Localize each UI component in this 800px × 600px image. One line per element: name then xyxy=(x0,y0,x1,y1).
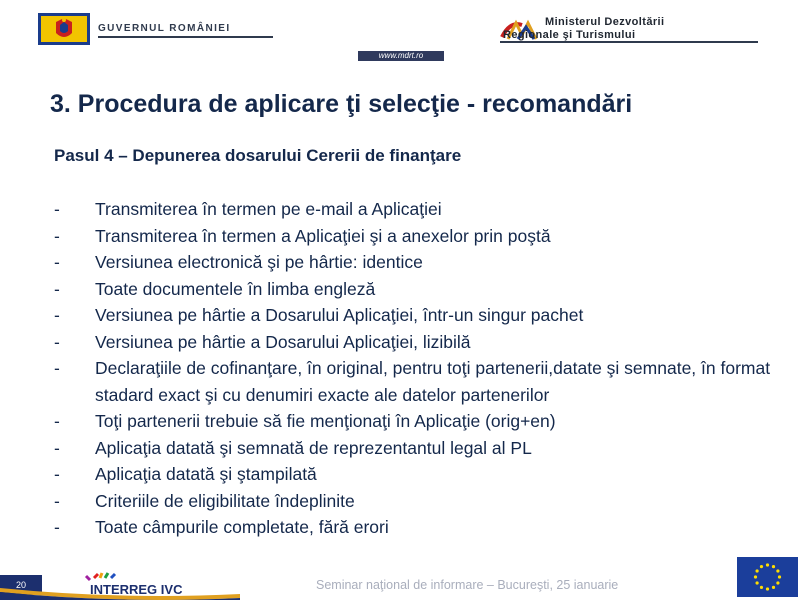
bullet-marker: - xyxy=(54,199,60,219)
list-item-text: Aplicaţia datată şi ştampilată xyxy=(95,464,317,484)
bullet-marker: - xyxy=(54,411,60,431)
list-item xyxy=(54,302,774,329)
eu-flag-icon xyxy=(737,557,798,597)
list-item xyxy=(54,196,774,223)
interreg-label: INTERREG IVC xyxy=(90,582,183,597)
slide-subtitle: Pasul 4 – Depunerea dosarului Cererii de finanţare xyxy=(54,146,462,165)
list-item xyxy=(54,514,774,541)
list-item xyxy=(54,276,774,303)
bullet-marker: - xyxy=(54,517,60,537)
list-item xyxy=(54,461,774,488)
list-item-text: Toţi partenerii trebuie să fie menţionaţi în Aplicaţie (orig+en) xyxy=(95,411,556,431)
list-item xyxy=(54,329,774,356)
list-item xyxy=(54,249,774,276)
romania-coat-of-arms-icon xyxy=(38,13,90,45)
page-number: 20 xyxy=(15,580,26,590)
website-url[interactable]: www.mdrt.ro xyxy=(358,51,444,61)
list-item xyxy=(54,408,774,435)
government-name: GUVERNUL ROMÂNIEI xyxy=(98,23,231,34)
list-item-text: Versiunea electronică şi pe hârtie: identice xyxy=(95,252,423,272)
list-item-text: Versiunea pe hârtie a Dosarului Aplicaţiei, lizibilă xyxy=(95,331,471,352)
list-item-text: Transmiterea în termen pe e-mail a Aplicaţiei xyxy=(95,199,442,219)
bullet-marker: - xyxy=(54,331,60,352)
divider xyxy=(500,41,758,43)
slide-title: 3. Procedura de aplicare ţi selecţie - recomandări xyxy=(50,90,633,118)
list-item xyxy=(54,355,774,408)
list-item-text: Aplicaţia datată şi semnată de reprezentantul legal al PL xyxy=(95,437,532,458)
list-item xyxy=(54,488,774,515)
footer-caption: Seminar naţional de informare – Bucureşti, 25 ianuarie xyxy=(316,578,619,592)
bullet-marker: - xyxy=(54,252,60,272)
bullet-marker: - xyxy=(54,490,60,511)
interreg-logo-icon xyxy=(80,572,240,598)
bullet-marker: - xyxy=(54,305,60,325)
ministry-name-line1: Ministerul Dezvoltării xyxy=(545,16,665,28)
bullet-marker: - xyxy=(54,278,60,299)
bullet-marker: - xyxy=(54,437,60,458)
list-item-text: Versiunea pe hârtie a Dosarului Aplicaţiei, într-un singur pachet xyxy=(95,305,584,325)
ministry-name-line2: Regionale şi Turismului xyxy=(503,29,636,41)
divider xyxy=(98,36,273,38)
list-item-text: Declaraţiile de cofinanţare, în original, pentru toţi partenerii,datate şi semnate, în format stadard exact şi cu denumiri exacte ale datelor partenerilor xyxy=(95,358,771,405)
bullet-list xyxy=(54,196,774,541)
list-item-text: Criteriile de eligibilitate îndeplinite xyxy=(95,490,355,511)
list-item-text: Toate câmpurile completate, fără erori xyxy=(95,517,389,537)
bullet-marker: - xyxy=(54,225,60,246)
list-item xyxy=(54,223,774,250)
slide-header xyxy=(0,0,800,50)
list-item-text: Transmiterea în termen a Aplicaţiei şi a anexelor prin poştă xyxy=(95,225,551,246)
bullet-marker: - xyxy=(54,358,60,378)
list-item xyxy=(54,435,774,462)
bullet-marker: - xyxy=(54,464,60,484)
list-item-text: Toate documentele în limba engleză xyxy=(95,278,376,299)
